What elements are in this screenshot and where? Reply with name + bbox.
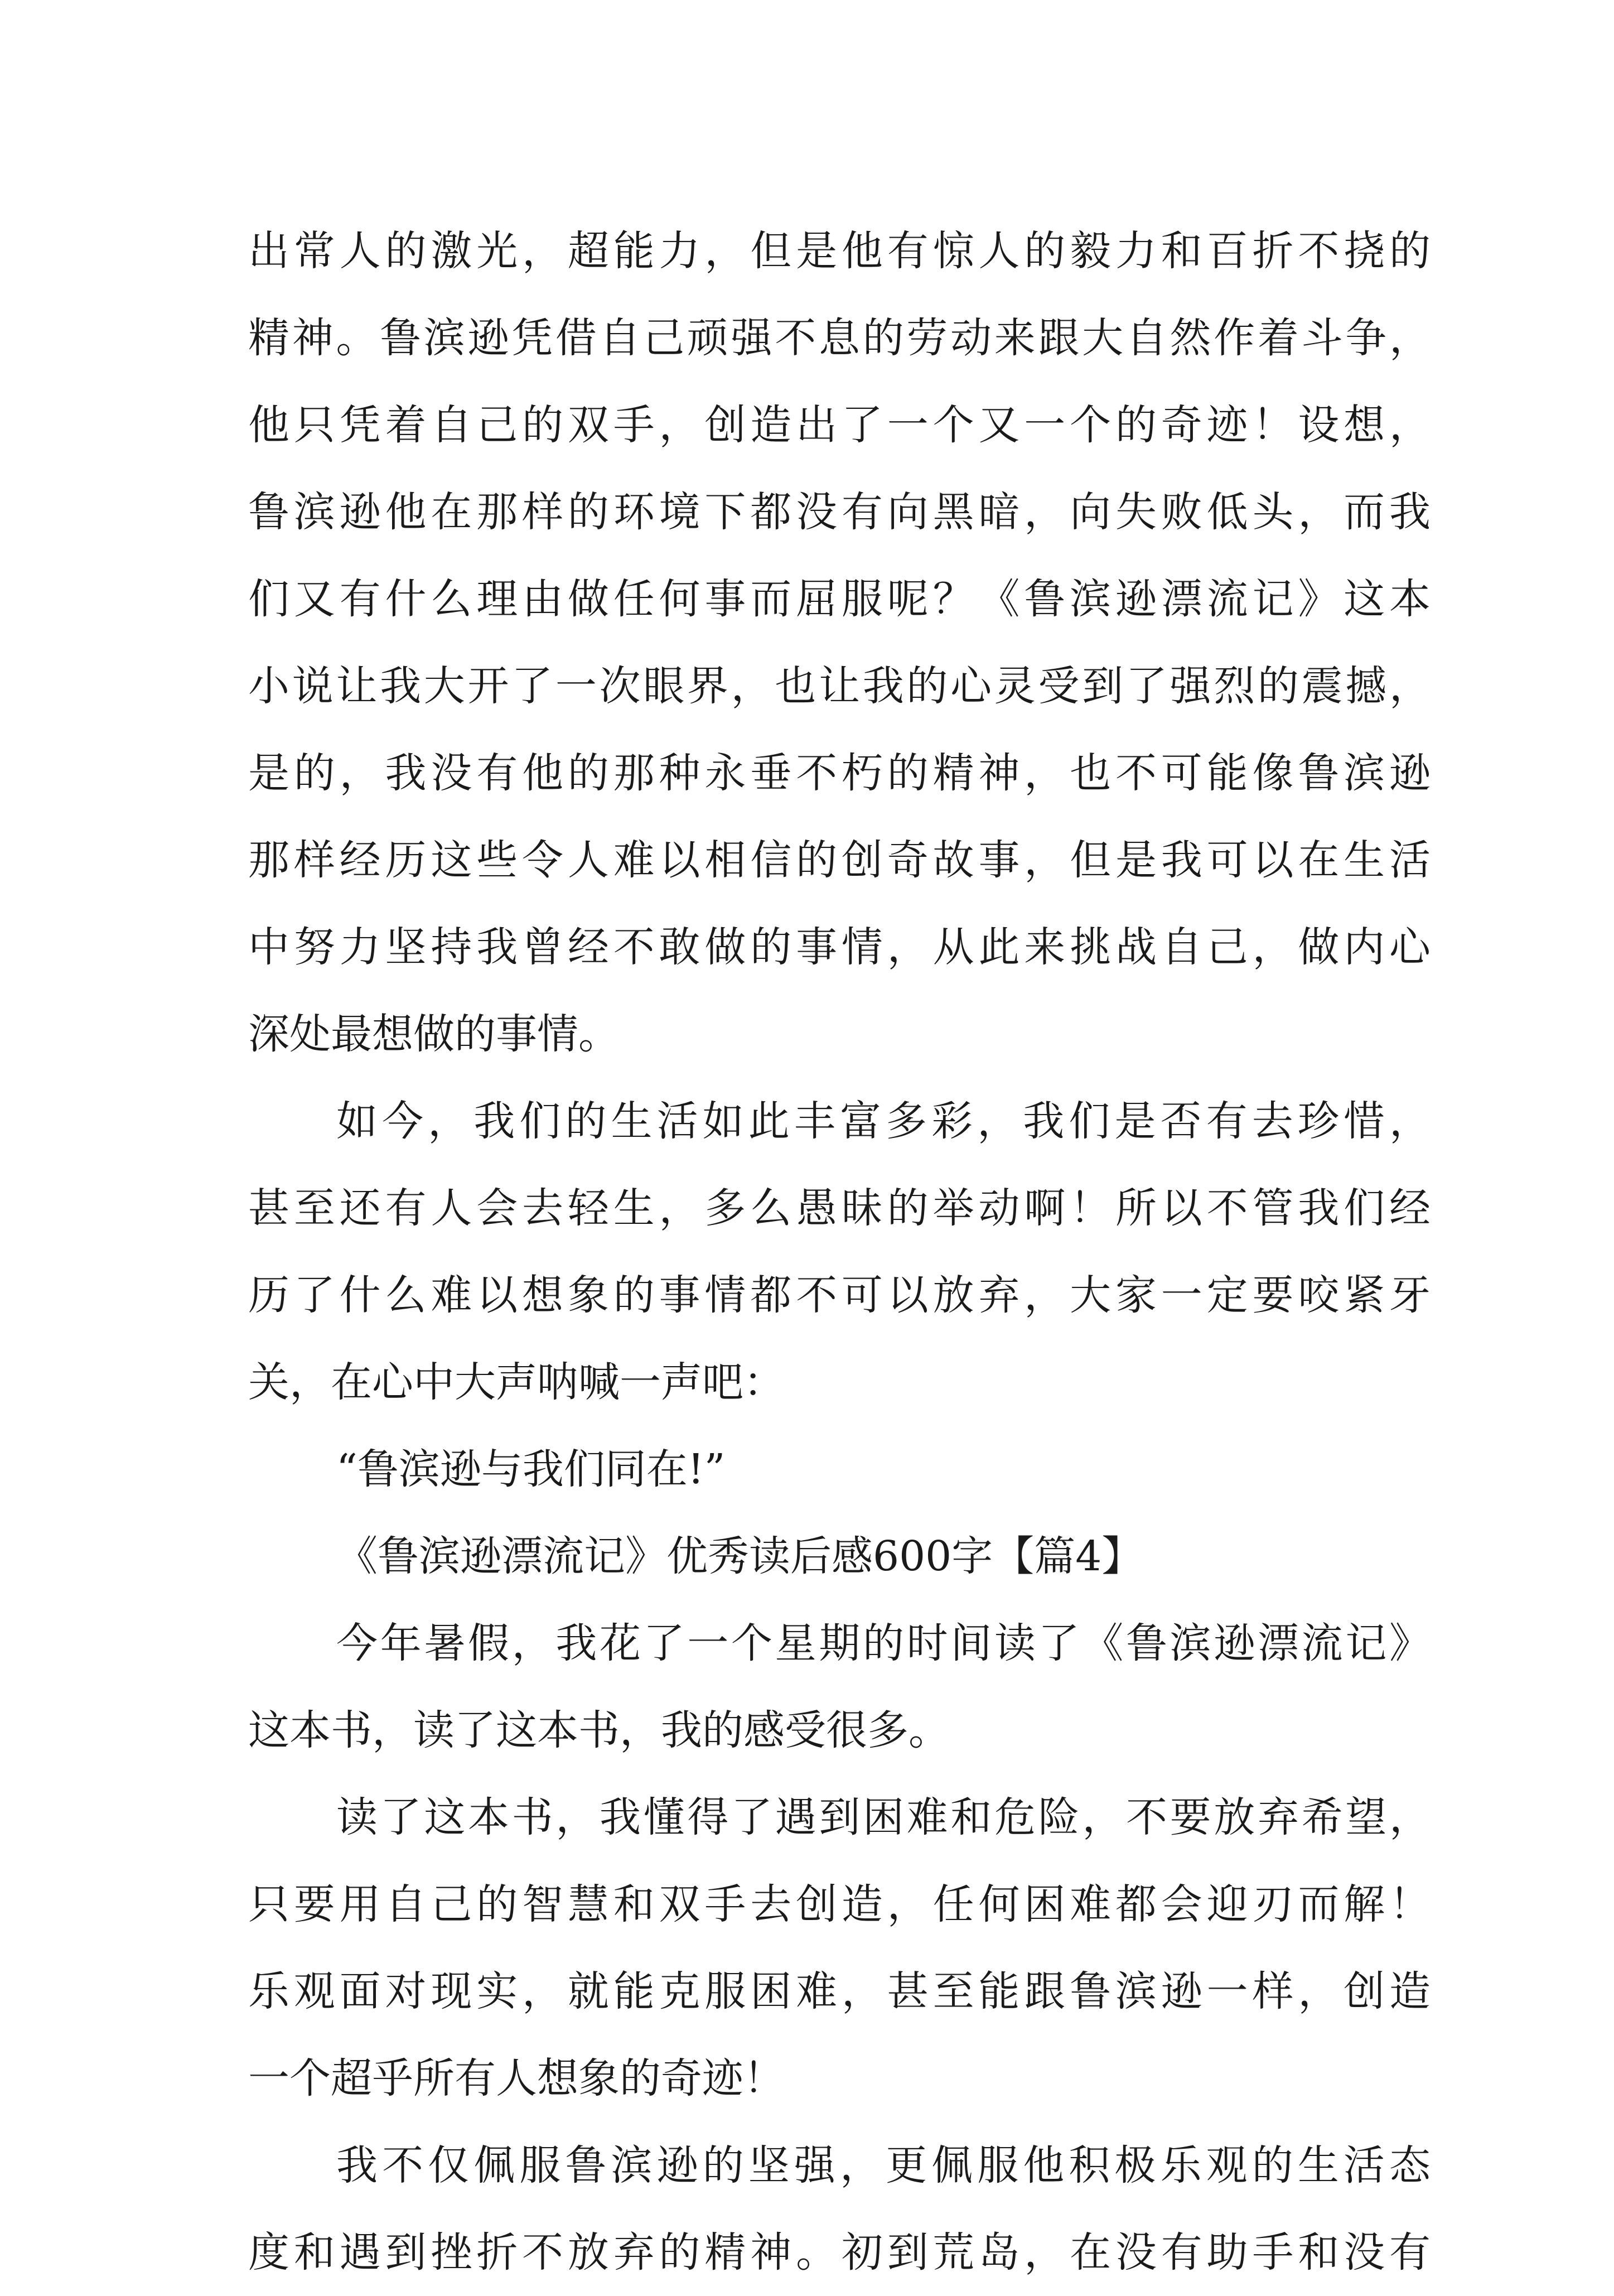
text-line: 今年暑假，我花了一个星期的时间读了《鲁滨逊漂流记》	[336, 1619, 1431, 1667]
text-line: 深处最想做的事情。	[248, 1010, 620, 1058]
text-line: 鲁滨逊他在那样的环境下都没有向黑暗，向失败低头，而我	[248, 488, 1431, 536]
text-line: 读了这本书，我懂得了遇到困难和危险，不要放弃希望，	[336, 1793, 1431, 1841]
text-line: 这本书，读了这本书，我的感受很多。	[248, 1706, 950, 1754]
text-line: 那样经历这些令人难以相信的创奇故事，但是我可以在生活	[248, 836, 1431, 884]
text-line: 如今，我们的生活如此丰富多彩，我们是否有去珍惜，	[336, 1097, 1431, 1145]
quote-line: “鲁滨逊与我们同在!”	[336, 1445, 726, 1493]
text-line: 历了什么难以想象的事情都不可以放弃，大家一定要咬紧牙	[248, 1271, 1431, 1319]
text-line: 小说让我大开了一次眼界，也让我的心灵受到了强烈的震撼，	[248, 662, 1431, 710]
text-line: 中努力坚持我曾经不敢做的事情，从此来挑战自己，做内心	[248, 923, 1431, 971]
text-line: 他只凭着自己的双手，创造出了一个又一个的奇迹！设想，	[248, 401, 1431, 449]
text-line: 我不仅佩服鲁滨逊的坚强，更佩服他积极乐观的生活态	[336, 2141, 1431, 2189]
text-line: 是的，我没有他的那种永垂不朽的精神，也不可能像鲁滨逊	[248, 749, 1431, 797]
text-line: 精神。鲁滨逊凭借自己顽强不息的劳动来跟大自然作着斗争，	[248, 314, 1431, 362]
text-line: 只要用自己的智慧和双手去创造，任何困难都会迎刃而解！	[248, 1880, 1431, 1928]
text-line: 出常人的激光，超能力，但是他有惊人的毅力和百折不挠的	[248, 227, 1431, 275]
text-line: 们又有什么理由做任何事而屈服呢？《鲁滨逊漂流记》这本	[248, 575, 1431, 623]
text-line: 一个超乎所有人想象的奇迹！	[248, 2054, 785, 2102]
section-heading: 《鲁滨逊漂流记》优秀读后感600字【篇4】	[336, 1532, 1143, 1580]
text-line: 甚至还有人会去轻生，多么愚昧的举动啊！所以不管我们经	[248, 1184, 1431, 1232]
text-line: 乐观面对现实，就能克服困难，甚至能跟鲁滨逊一样，创造	[248, 1967, 1431, 2015]
text-line: 度和遇到挫折不放弃的精神。初到荒岛，在没有助手和没有	[248, 2229, 1431, 2276]
text-line: 关，在心中大声呐喊一声吧：	[248, 1358, 785, 1406]
document-body	[248, 208, 1431, 2296]
